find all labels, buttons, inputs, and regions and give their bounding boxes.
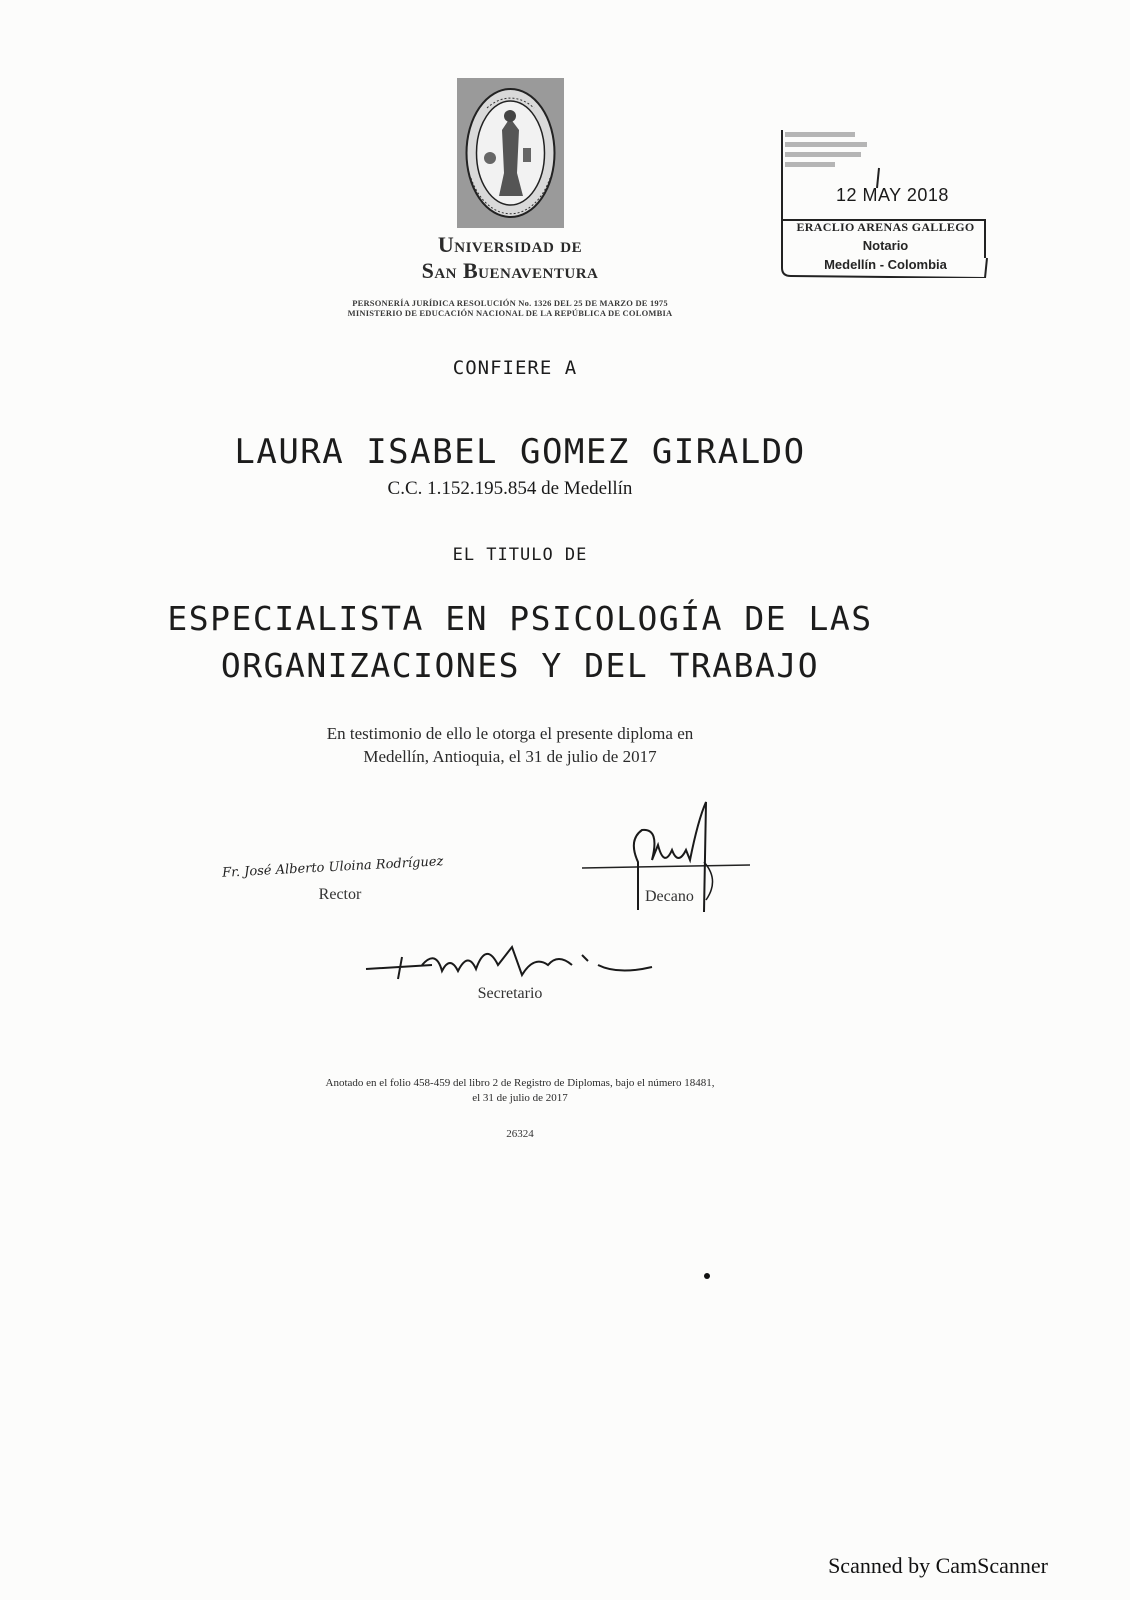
degree-line-1: ESPECIALISTA EN PSICOLOGÍA DE LAS: [167, 599, 873, 638]
diploma-serial: 26324: [506, 1128, 534, 1140]
notary-name: ERACLIO ARENAS GALLEGO: [796, 220, 975, 234]
graduate-id: C.C. 1.152.195.854 de Medellín: [387, 478, 633, 499]
rector-label: Rector: [318, 886, 362, 903]
confiere-label: CONFIERE A: [452, 357, 578, 379]
stamp-date: 12 MAY 2018: [836, 185, 949, 205]
testimonio-line-2: Medellín, Antioquia, el 31 de julio de 2017: [363, 747, 657, 766]
anotado-line-1: Anotado en el folio 458-459 del libro 2 de Registro de Diplomas, bajo el número 18481,: [325, 1077, 715, 1089]
testimonio-text: [250, 722, 770, 768]
titulo-label: EL TITULO DE: [452, 545, 588, 565]
legal-line-1: PERSONERÍA JURÍDICA RESOLUCIÓN No. 1326 DEL 25 DE MARZO DE 1975: [352, 298, 668, 308]
ink-dot: [704, 1273, 710, 1279]
university-name: [330, 232, 690, 284]
graduate-name: LAURA ISABEL GOMEZ GIRALDO: [234, 432, 806, 472]
university-line-1: Universidad de: [437, 232, 583, 257]
testimonio-line-1: En testimonio de ello le otorga el presente diploma en: [326, 724, 694, 743]
legal-line-2: MINISTERIO DE EDUCACIÓN NACIONAL DE LA REPÚBLICA DE COLOMBIA: [347, 308, 673, 318]
camscanner-watermark: Scanned by CamScanner: [828, 1553, 1048, 1578]
notary-city: Medellín - Colombia: [824, 257, 947, 272]
registry-annotation: [230, 1076, 810, 1106]
decano-label: Decano: [645, 888, 694, 905]
legal-resolution: [250, 298, 770, 318]
university-line-2: San Buenaventura: [421, 258, 599, 283]
rector-signature: Fr. José Alberto Uloina Rodríguez: [221, 854, 444, 881]
degree-line-2: ORGANIZACIONES Y DEL TRABAJO: [220, 646, 820, 685]
notary-title: Notario: [862, 238, 909, 253]
anotado-line-2: el 31 de julio de 2017: [472, 1092, 568, 1104]
degree-title: [100, 595, 940, 689]
secretario-label: Secretario: [477, 985, 543, 1002]
university-seal: [457, 78, 564, 228]
